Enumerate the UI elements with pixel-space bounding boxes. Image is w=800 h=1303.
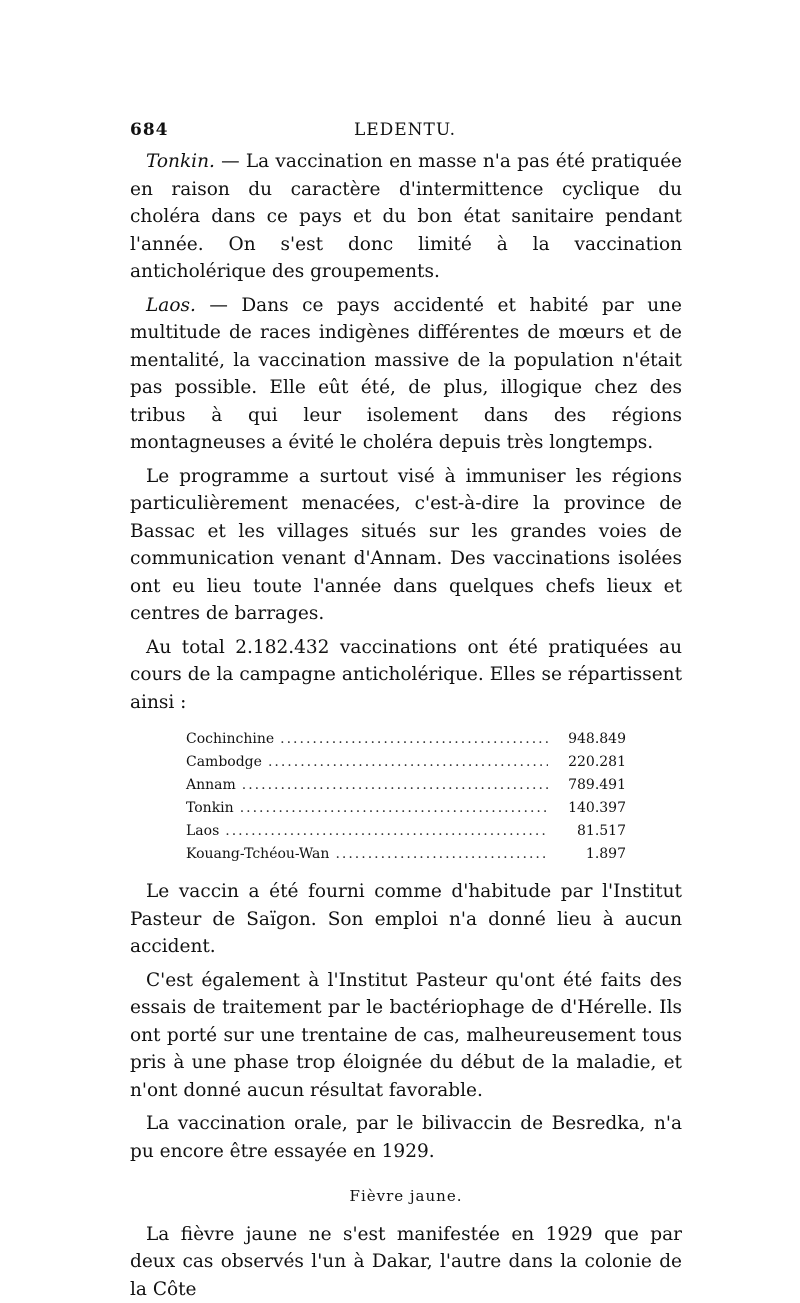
table-row xyxy=(186,843,626,866)
region-name: Tonkin xyxy=(186,797,234,820)
vaccination-count: 948.849 xyxy=(554,728,626,751)
vaccination-table xyxy=(186,728,626,866)
paragraph-laos xyxy=(130,292,682,457)
page-number: 684 xyxy=(130,120,169,140)
dot-leader xyxy=(280,728,548,751)
page-body xyxy=(130,148,682,1303)
paragraph-text: — La vaccination en masse n'a pas été pratiquée en raison du caractère d'intermittence cyclique du choléra dans ce pays et du bon état sanitaire pendant l'année. On s'est donc limité à la vaccination anticholérique des groupements. xyxy=(130,151,682,282)
running-head: LEDENTU. xyxy=(130,120,680,140)
paragraph-text: — Dans ce pays accidenté et habité par une multitude de races indigènes différentes de mœurs et de mentalité, la vaccination massive de la population n'était pas possible. Elle eût été, de plus, illogique chez des tribus à qui leur isolement dans des régions montagneuses a évité le choléra depuis très longtemps. xyxy=(130,295,682,454)
region-name: Laos xyxy=(186,820,219,843)
region-name: Cochinchine xyxy=(186,728,274,751)
paragraph-vaccin: Le vaccin a été fourni comme d'habitude par l'Institut Pasteur de Saïgon. Son emploi n'a donné lieu à aucun accident. xyxy=(130,878,682,961)
vaccination-count: 1.897 xyxy=(554,843,626,866)
paragraph-programme: Le programme a surtout visé à immuniser les régions particulièrement menacées, c'est-à-dire la province de Bassac et les villages situés sur les grandes voies de communication venant d'Annam. Des vaccinations isolées ont eu lieu toute l'année dans quelques chefs lieux et centres de barrages. xyxy=(130,463,682,628)
paragraph-essais: C'est également à l'Institut Pasteur qu'ont été faits des essais de traitement par le bactériophage de d'Hérelle. Ils ont porté sur une trentaine de cas, malheureusement tous pris à une phase trop éloignée du début de la maladie, et n'ont donné aucun résultat favorable. xyxy=(130,967,682,1105)
vaccination-count: 789.491 xyxy=(554,774,626,797)
table-row xyxy=(186,728,626,751)
region-name: Cambodge xyxy=(186,751,262,774)
table-row xyxy=(186,751,626,774)
paragraph-fievre: La fièvre jaune ne s'est manifestée en 1929 que par deux cas observés l'un à Dakar, l'autre dans la colonie de la Côte xyxy=(130,1221,682,1303)
dot-leader xyxy=(268,751,548,774)
table-row xyxy=(186,820,626,843)
dot-leader xyxy=(335,843,548,866)
region-name: Annam xyxy=(186,774,236,797)
paragraph-lead: Tonkin. xyxy=(146,151,215,172)
vaccination-count: 220.281 xyxy=(554,751,626,774)
paragraph-total: Au total 2.182.432 vaccinations ont été pratiquées au cours de la campagne anticholérique. Elles se répartissent ainsi : xyxy=(130,634,682,717)
paragraph-orale: La vaccination orale, par le bilivaccin de Besredka, n'a pu encore être essayée en 1929. xyxy=(130,1110,682,1165)
section-heading: Fièvre jaune. xyxy=(130,1183,682,1211)
region-name: Kouang-Tchéou-Wan xyxy=(186,843,329,866)
table-row xyxy=(186,797,626,820)
table-row xyxy=(186,774,626,797)
vaccination-count: 140.397 xyxy=(554,797,626,820)
page-header xyxy=(130,120,680,144)
dot-leader xyxy=(240,797,548,820)
dot-leader xyxy=(242,774,548,797)
paragraph-tonkin xyxy=(130,148,682,286)
paragraph-lead: Laos. xyxy=(146,295,196,316)
dot-leader xyxy=(225,820,548,843)
vaccination-count: 81.517 xyxy=(554,820,626,843)
